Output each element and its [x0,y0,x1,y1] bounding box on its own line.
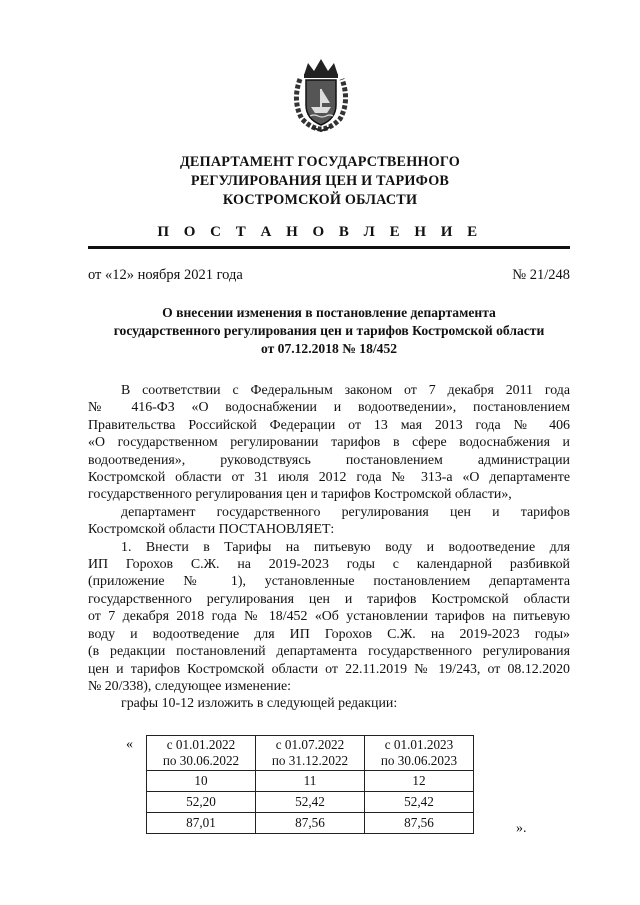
document-number: № 21/248 [512,267,570,283]
text-line: департамент государственного регулирования цен и тарифов [121,504,570,520]
text-line: ИП Горохов С.Ж. на 2019-2023 годы с календарной разбивкой [88,557,570,573]
document-body [88,382,570,713]
text-line: «О государственном регулировании тарифов в сфере водоснабжения и [88,435,570,451]
text-line: водоотведения», руководствуясь постановлением администрации [88,452,570,468]
document-type-title: П О С Т А Н О В Л Е Н И Е [157,224,483,240]
subject-line: О внесении изменения в постановление департамента [162,305,496,320]
tariff-cell: 87,01 [147,813,256,834]
tariff-cell: 52,42 [365,792,474,813]
tariff-cell: 87,56 [256,813,365,834]
date-number-line [88,267,570,284]
column-number-cell: 12 [365,771,474,792]
coat-of-arms-emblem [290,55,352,133]
text-line: (в редакции постановлений департамента государственного регулирования [88,644,570,660]
header-line: ДЕПАРТАМЕНТ ГОСУДАРСТВЕННОГО [179,154,461,170]
header-line: КОСТРОМСКОЙ ОБЛАСТИ [222,192,418,208]
text-line: воду и водоотведение для ИП Горохов С.Ж. на 2019-2023 годы» [88,626,570,642]
header-divider [88,246,570,249]
subject-line: от 07.12.2018 № 18/452 [260,341,398,356]
paragraph-legal-basis [88,382,570,504]
tariff-cell: 52,42 [256,792,365,813]
paragraph-resolves [88,504,570,539]
column-number-cell: 10 [147,771,256,792]
text-line: цен и тарифов Костромской области от 22.11.2019 № 19/243, от 08.12.2020 [88,661,570,677]
table-row [147,792,474,813]
subject-line: государственного регулирования цен и тарифов Костромской области [113,323,545,338]
text-line: Костромской области ПОСТАНОВЛЯЕТ: [88,522,335,538]
text-line: Костромской области от 31 июля 2012 года № 313-а «О департаменте [88,470,570,486]
text-line: государственного регулирования цен и тарифов Костромской области [88,591,570,607]
table-column-number-row [147,771,474,792]
tariff-cell: 52,20 [147,792,256,813]
text-line: от 7 декабря 2018 года № 18/452 «Об установлении тарифов на питьевую [88,609,570,625]
text-line: В соответствии с Федеральным законом от 7 декабря 2011 года [121,383,570,398]
text-line: (приложение № 1), установленные постановлением департамента [88,574,570,590]
text-line: № 20/338), следующее изменение: [88,678,292,694]
paragraph-item-1 [88,539,570,696]
text-line: Правительства Российской Федерации от 13 мая 2013 года № 406 [88,417,570,433]
document-date: от «12» ноября 2021 года [88,267,243,283]
period-cell: с 01.01.2022 по 30.06.2022 [147,736,256,771]
open-quote: « [126,737,133,752]
table-row [147,813,474,834]
text-line: 1. Внести в Тарифы на питьевую воду и водоотведение для [121,539,570,555]
text-line: государственного регулирования цен и тарифов Костромской области», [88,487,512,503]
header-line: РЕГУЛИРОВАНИЯ ЦЕН И ТАРИФОВ [190,173,450,189]
period-cell: с 01.07.2022 по 31.12.2022 [256,736,365,771]
column-number-cell: 11 [256,771,365,792]
table-header-row [147,736,474,771]
tariff-cell: 87,56 [365,813,474,834]
document-subject [88,304,570,358]
tariff-table [146,735,474,834]
close-quote: ». [516,821,527,836]
text-line: № 416-ФЗ «О водоснабжении и водоотведении», постановлением [88,400,570,416]
paragraph-columns-note: графы 10-12 изложить в следующей редакции: [121,696,398,712]
department-header [100,153,540,210]
period-cell: с 01.01.2023 по 30.06.2023 [365,736,474,771]
